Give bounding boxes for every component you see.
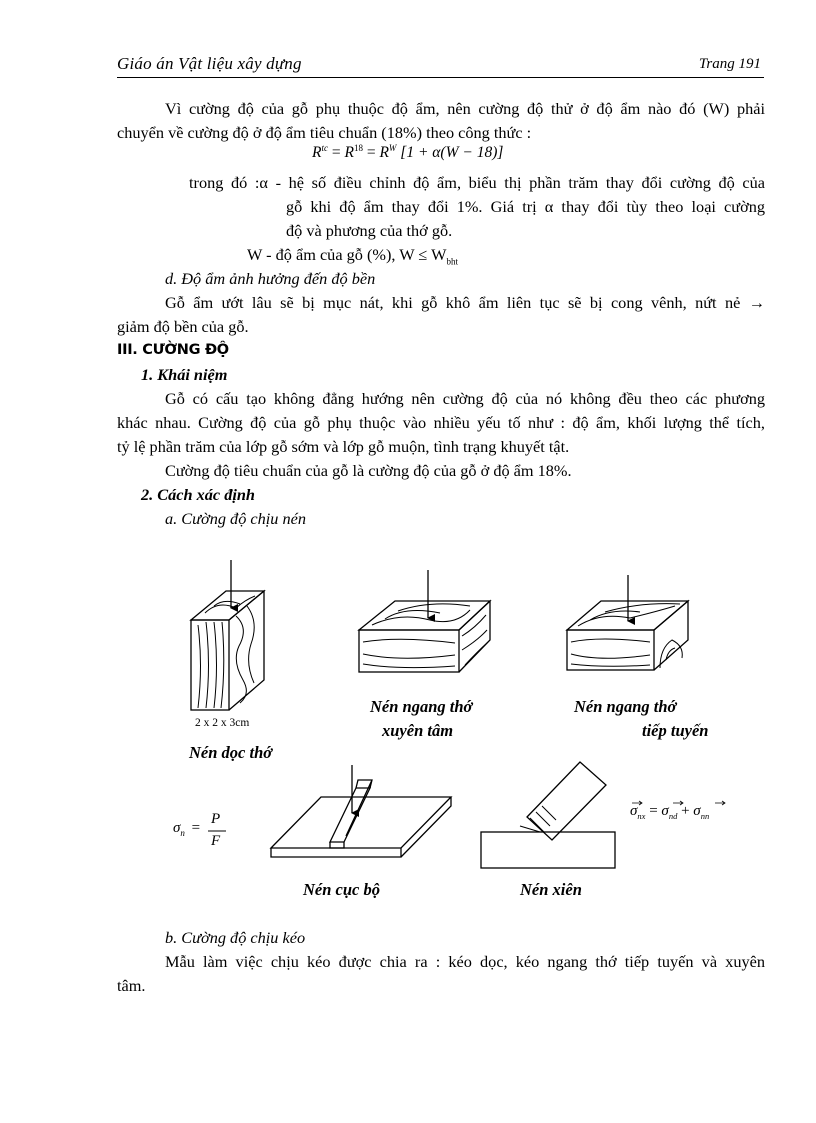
- caption-radial-line2: xuyên tâm: [382, 721, 454, 740]
- subsection-heading: 2. Cách xác định: [141, 485, 255, 504]
- caption-local: Nén cục bộ: [303, 880, 380, 899]
- caption-tangential-line1: Nén ngang thớ: [574, 697, 677, 716]
- vector-stress-formula: $\sigma_{nx} = \sigma_{nd} + \sigma_{nn}$: [630, 803, 710, 821]
- caption-longitudinal: Nén dọc thớ: [189, 743, 273, 762]
- caption-tangential-line2: tiếp tuyến: [642, 721, 709, 740]
- fraction-denominator: F: [211, 833, 221, 849]
- oblique-compression-drawing: [481, 762, 615, 868]
- subsection-heading: a. Cường độ chịu nén: [165, 509, 307, 528]
- local-compression-drawing: [271, 765, 451, 857]
- text-line: Cường độ tiêu chuẩn của gỗ là cường độ của gỗ ở độ ẩm 18%.: [165, 461, 572, 480]
- text-line: Mẫu làm việc chịu kéo được chia ra : kéo dọc, kéo ngang thớ tiếp tuyến và xuyên: [165, 952, 765, 971]
- text-line: độ và phương của thớ gỗ.: [286, 221, 453, 240]
- header-title: Giáo án Vật liệu xây dựng: [117, 54, 302, 73]
- text-line: gỗ khi độ ẩm thay đổi 1%. Giá trị α thay đổi tùy theo loại cường: [286, 197, 765, 216]
- sample-dimension-label: 2 x 2 x 3cm: [195, 717, 250, 729]
- text-line: trong đó :α - hệ số điều chỉnh độ ẩm, biểu thị phần trăm thay đổi cường độ của: [189, 173, 765, 192]
- caption-radial-line1: Nén ngang thớ: [370, 697, 473, 716]
- text-line: chuyển về cường độ ở độ ẩm tiêu chuẩn (18%) theo công thức :: [117, 123, 532, 142]
- subsection-heading: d. Độ ẩm ảnh hưởng đến độ bền: [165, 269, 376, 288]
- caption-oblique: Nén xiên: [520, 880, 582, 899]
- text-line: W - độ ẩm của gỗ (%), $W \le W_{bht}$: [247, 245, 458, 267]
- tangential-sample-drawing: [567, 575, 688, 670]
- longitudinal-sample-drawing: [191, 560, 264, 710]
- fraction-numerator: P: [211, 811, 221, 827]
- text-line: giảm độ bền của gỗ.: [117, 317, 249, 336]
- text-line: tỷ lệ phần trăm của lớp gỗ sớm và lớp gỗ muộn, tình trạng khuyết tật.: [117, 437, 570, 456]
- text-line: tâm.: [117, 976, 146, 995]
- moisture-formula: $R^{tc} = R^{18} = R^W$ [1 + α(W − 18)]: [312, 143, 504, 162]
- subsection-heading: 1. Khái niệm: [141, 365, 228, 384]
- subsection-heading: b. Cường độ chịu kéo: [165, 928, 306, 947]
- text-line: khác nhau. Cường độ của gỗ phụ thuộc vào nhiều yếu tố như : độ ẩm, khối lượng thể tích,: [117, 413, 765, 432]
- radial-sample-drawing: [359, 570, 490, 672]
- stress-formula: $\sigma_n$ =: [173, 820, 201, 838]
- text-line: Gỗ có cấu tạo không đẳng hướng nên cường độ của nó không đều theo các phương: [165, 389, 765, 408]
- section-heading: III. CƯỜNG ĐỘ: [117, 342, 229, 358]
- text-line: Vì cường độ của gỗ phụ thuộc độ ẩm, nên cường độ thử ở độ ẩm nào đó (W) phải: [165, 99, 765, 118]
- text-line: Gỗ ẩm ướt lâu sẽ bị mục nát, khi gỗ khô ẩm liên tục sẽ bị cong vênh, nứt nẻ →: [165, 293, 765, 312]
- page-number: Trang 191: [698, 56, 761, 72]
